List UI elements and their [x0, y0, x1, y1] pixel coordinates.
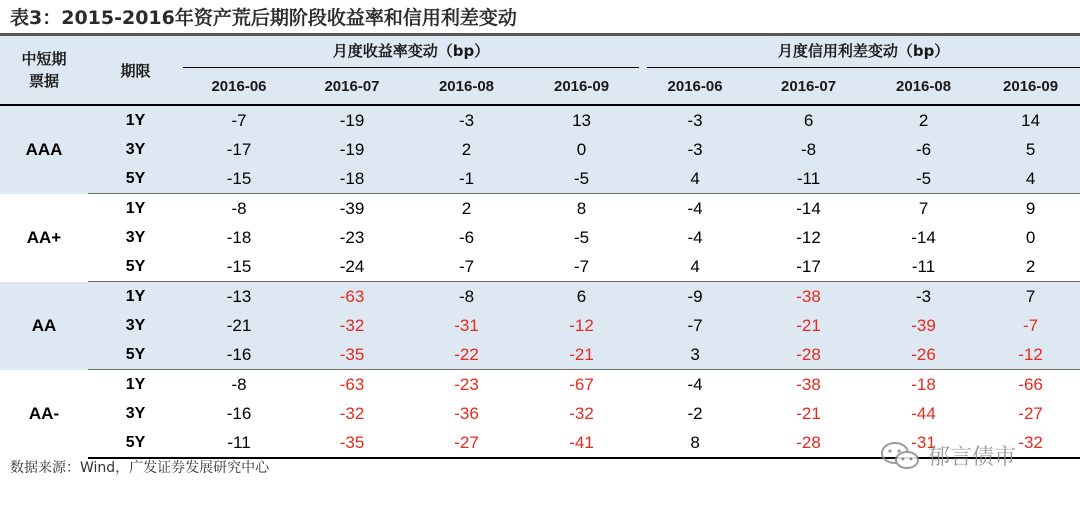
- spread-value-cell: 4: [639, 164, 751, 194]
- term-label: 5Y: [88, 428, 183, 458]
- term-label: 3Y: [125, 228, 146, 246]
- yield-value-cell: -15: [183, 252, 295, 282]
- yield-value-cell: -7: [409, 252, 524, 282]
- spread-value-cell: -12: [796, 227, 821, 247]
- spread-value-cell: -11: [751, 164, 866, 194]
- yield-value-cell: -67: [569, 374, 594, 394]
- yield-value-cell: 2: [409, 135, 524, 164]
- spread-value-cell: -28: [751, 340, 866, 370]
- spread-value-cell: -21: [796, 403, 821, 423]
- spread-value-cell: -9: [639, 282, 751, 312]
- header-row-groups: [0, 36, 1080, 68]
- spread-value-cell: -4: [687, 227, 703, 247]
- yield-value-cell: -8: [231, 198, 247, 218]
- yield-value-cell: -21: [183, 311, 295, 340]
- spread-value-cell: 14: [981, 105, 1080, 135]
- spread-value-cell: 7: [981, 282, 1080, 312]
- yield-value-cell: 6: [524, 282, 639, 312]
- spread-value-cell: 7: [918, 198, 929, 218]
- spread-value-cell: -12: [981, 340, 1080, 370]
- term-label: 3Y: [88, 311, 183, 340]
- data-table: [0, 36, 1080, 459]
- watermark: [880, 440, 1016, 471]
- yield-value-cell: -23: [454, 374, 479, 394]
- spread-value-cell: 2: [981, 252, 1080, 282]
- yield-value-cell: -24: [295, 252, 409, 282]
- watermark-text: 郁言债市: [928, 445, 1017, 470]
- spread-value-cell: 8: [639, 428, 751, 458]
- yield-value-cell: -12: [524, 311, 639, 340]
- spread-value-cell: -66: [1018, 374, 1043, 394]
- spread-value-cell: -32: [981, 428, 1080, 458]
- yield-value-cell: -5: [524, 164, 639, 194]
- yield-value-cell: 8: [576, 198, 587, 218]
- spread-value-cell: -21: [751, 311, 866, 340]
- yield-value-cell: -63: [295, 282, 409, 312]
- term-label: 5Y: [88, 340, 183, 370]
- term-label: 5Y: [88, 164, 183, 194]
- yield-value-cell: -18: [295, 164, 409, 194]
- yield-value-cell: -22: [409, 340, 524, 370]
- yield-value-cell: -19: [295, 105, 409, 135]
- yield-value-cell: -15: [183, 164, 295, 194]
- spread-value-cell: -11: [866, 252, 981, 282]
- spread-value-cell: -7: [639, 311, 751, 340]
- term-label: 3Y: [125, 404, 146, 422]
- spread-value-cell: 6: [751, 105, 866, 135]
- table-row: [0, 370, 1080, 400]
- term-label: 1Y: [125, 375, 146, 393]
- table-row: [0, 223, 1080, 252]
- table-row: [0, 164, 1080, 194]
- yield-value-cell: -5: [573, 227, 590, 247]
- header-month-spread: 2016-09: [981, 68, 1080, 105]
- table-row: [0, 311, 1080, 340]
- yield-value-cell: -21: [524, 340, 639, 370]
- spread-value-cell: 5: [981, 135, 1080, 164]
- header-month-yield: 2016-07: [295, 68, 409, 105]
- term-label: 1Y: [125, 199, 146, 217]
- yield-value-cell: -18: [226, 227, 252, 247]
- spread-value-cell: -3: [639, 135, 751, 164]
- yield-value-cell: -63: [339, 374, 365, 394]
- spread-value-cell: -27: [1018, 403, 1043, 423]
- spread-value-cell: -8: [751, 135, 866, 164]
- yield-value-cell: -7: [524, 252, 639, 282]
- yield-value-cell: 0: [524, 135, 639, 164]
- yield-value-cell: -13: [183, 282, 295, 312]
- table-row: [0, 194, 1080, 224]
- header-yield-group: 月度收益率变动（bp）: [183, 36, 639, 68]
- source-note: 数据来源：Wind，广发证券发展研究中心: [10, 460, 270, 476]
- table-row: [0, 399, 1080, 428]
- yield-value-cell: -3: [409, 105, 524, 135]
- header-month-yield: 2016-09: [524, 68, 639, 105]
- yield-value-cell: -8: [409, 282, 524, 312]
- yield-value-cell: -7: [183, 105, 295, 135]
- table-title: 表3：2015-2016年资产荒后期阶段收益率和信用利差变动: [10, 7, 517, 29]
- yield-value-cell: -8: [231, 374, 247, 394]
- yield-value-cell: 2: [461, 198, 472, 218]
- yield-value-cell: -19: [295, 135, 409, 164]
- spread-value-cell: -3: [639, 105, 751, 135]
- rating-label: AA+: [26, 227, 62, 247]
- table-row: [0, 135, 1080, 164]
- spread-value-cell: -4: [687, 198, 703, 218]
- header-rating: 中短期票据: [21, 50, 67, 90]
- header-month-spread: 2016-06: [639, 68, 751, 105]
- rating-label: AA: [0, 282, 88, 370]
- yield-value-cell: -11: [183, 428, 295, 458]
- spread-value-cell: -7: [981, 311, 1080, 340]
- header-term: 期限: [120, 61, 151, 80]
- table-row: [0, 282, 1080, 312]
- spread-value-cell: -18: [911, 374, 936, 394]
- yield-value-cell: 13: [524, 105, 639, 135]
- spread-value-cell: -44: [911, 403, 936, 423]
- rating-label: AAA: [0, 105, 88, 194]
- yield-value-cell: -32: [295, 311, 409, 340]
- yield-value-cell: -39: [339, 198, 365, 218]
- spread-value-cell: -26: [866, 340, 981, 370]
- yield-value-cell: -16: [226, 403, 252, 423]
- header-spread-group: 月度信用利差变动（bp）: [647, 36, 1080, 68]
- term-label: 1Y: [88, 282, 183, 312]
- header-month-spread: 2016-07: [751, 68, 866, 105]
- spread-value-cell: -28: [751, 428, 866, 458]
- yield-value-cell: -32: [339, 403, 365, 423]
- table-row: [0, 340, 1080, 370]
- spread-value-cell: -17: [751, 252, 866, 282]
- header-month-spread: 2016-08: [866, 68, 981, 105]
- yield-value-cell: -16: [183, 340, 295, 370]
- header-month-yield: 2016-08: [409, 68, 524, 105]
- yield-value-cell: -1: [409, 164, 524, 194]
- spread-value-cell: 3: [639, 340, 751, 370]
- spread-value-cell: -3: [866, 282, 981, 312]
- spread-value-cell: 9: [1025, 198, 1036, 218]
- rating-label: AA-: [28, 403, 60, 423]
- term-label: 3Y: [88, 135, 183, 164]
- spread-value-cell: 0: [1025, 227, 1036, 247]
- spread-value-cell: -14: [796, 198, 821, 218]
- table-row: [0, 105, 1080, 135]
- spread-value-cell: -39: [866, 311, 981, 340]
- table-row: [0, 252, 1080, 282]
- spread-value-cell: -6: [866, 135, 981, 164]
- spread-value-cell: -5: [866, 164, 981, 194]
- spread-value-cell: -4: [687, 374, 703, 394]
- yield-value-cell: -17: [183, 135, 295, 164]
- spread-value-cell: -38: [796, 374, 821, 394]
- yield-value-cell: -31: [409, 311, 524, 340]
- spread-value-cell: -14: [911, 227, 936, 247]
- term-label: 5Y: [88, 252, 183, 282]
- yield-value-cell: -23: [339, 227, 365, 247]
- spread-value-cell: 4: [981, 164, 1080, 194]
- header-month-yield: 2016-06: [183, 68, 295, 105]
- yield-value-cell: -35: [295, 428, 409, 458]
- spread-value-cell: -31: [866, 428, 981, 458]
- spread-value-cell: -2: [687, 403, 703, 423]
- spread-value-cell: 2: [866, 105, 981, 135]
- wechat-icon: [880, 441, 922, 471]
- spread-value-cell: 4: [639, 252, 751, 282]
- spread-value-cell: -38: [751, 282, 866, 312]
- yield-value-cell: -32: [569, 403, 594, 423]
- yield-value-cell: -6: [458, 227, 475, 247]
- yield-value-cell: -35: [295, 340, 409, 370]
- yield-value-cell: -36: [454, 403, 479, 423]
- yield-value-cell: -27: [409, 428, 524, 458]
- yield-value-cell: -41: [524, 428, 639, 458]
- term-label: 1Y: [88, 105, 183, 135]
